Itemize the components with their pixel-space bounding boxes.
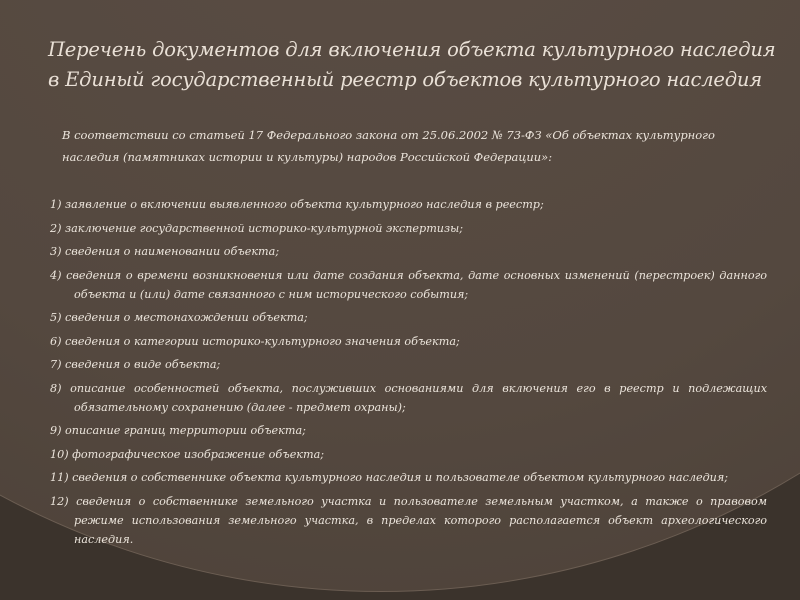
- list-item: 2) заключение государственной историко-культурной экспертизы;: [50, 221, 463, 235]
- document-list: [50, 195, 767, 553]
- list-item: 9) описание границ территории объекта;: [50, 424, 306, 437]
- list-item: 8) описание особенностей объекта, послуживших основаниями для включения его в реестр и подлежащих обязательному сохранению (далее - предмет охраны);: [50, 381, 767, 414]
- list-item: 4) сведения о времени возникновения или дате создания объекта, дате основных изменений (перестроек) данного объекта и (или) дате связанного с ним исторического события;: [50, 268, 767, 301]
- list-item: 10) фотографическое изображение объекта;: [50, 447, 325, 461]
- list-item: 11) сведения о собственнике объекта культурного наследия и пользователе объектом культурного наследия;: [50, 471, 729, 484]
- slide-title: Перечень документов для включения объекта культурного наследия в Единый государственный реестр объектов культурного наследия: [48, 38, 776, 91]
- list-item: 7) сведения о виде объекта;: [50, 358, 221, 371]
- intro-paragraph: В соответствии со статьей 17 Федерального закона от 25.06.2002 № 73-ФЗ «Об объектах культурного наследия (памятниках истории и культуры) народов Российской Федерации»:: [62, 128, 715, 164]
- list-item: 5) сведения о местонахождении объекта;: [50, 311, 308, 324]
- list-item: 3) сведения о наименовании объекта;: [50, 245, 280, 258]
- list-item: 1) заявление о включении выявленного объекта культурного наследия в реестр;: [50, 198, 544, 211]
- list-item: 12) сведения о собственнике земельного участка и пользователе земельным участком, а также о правовом режиме использования земельного участка, в пределах которого располагается объект археологического наследия.: [50, 494, 767, 546]
- list-item: 6) сведения о категории историко-культурного значения объекта;: [50, 334, 460, 348]
